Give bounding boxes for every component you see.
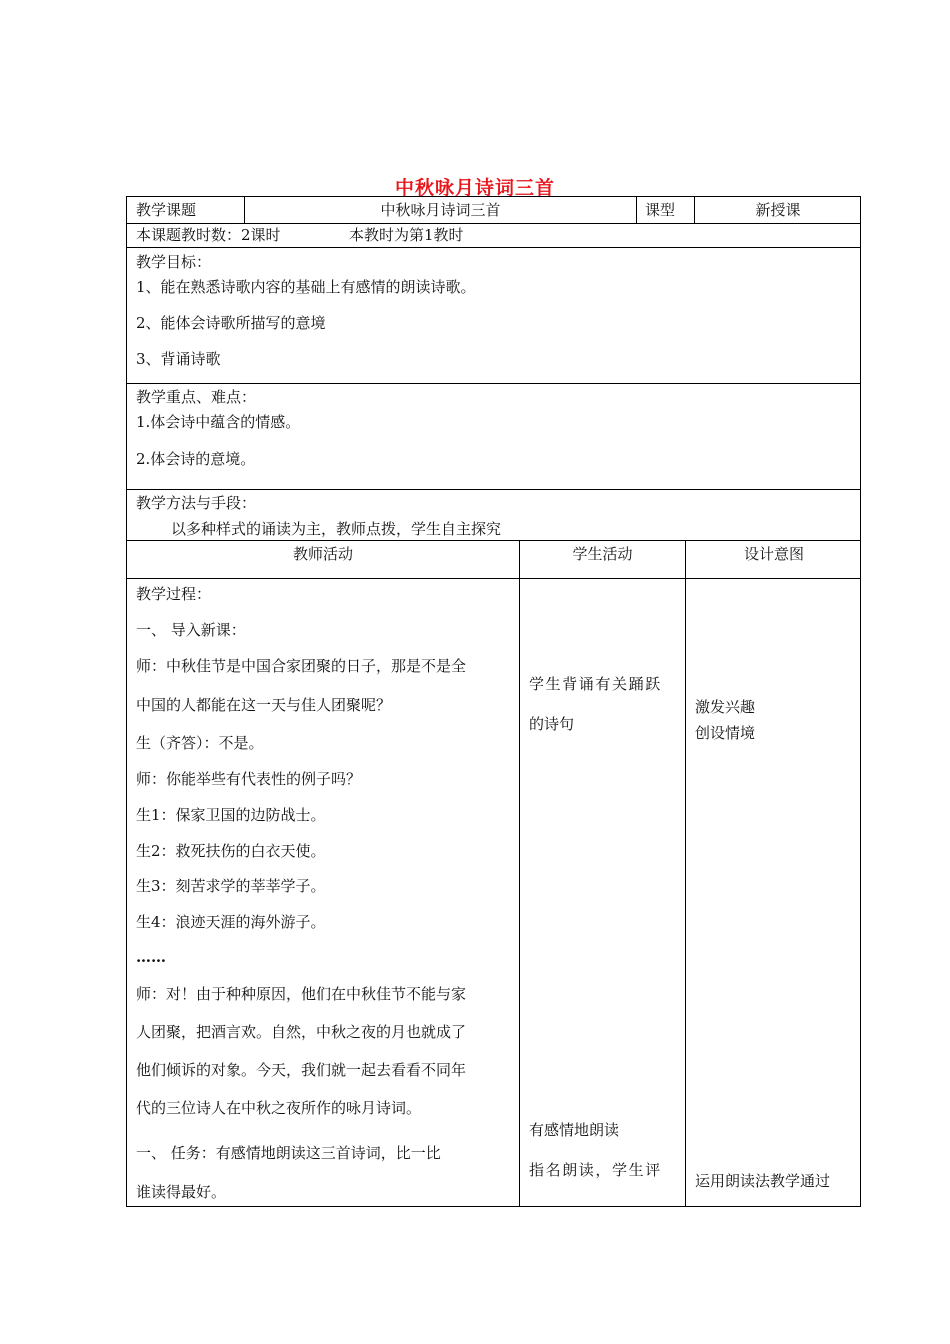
row-divider (127, 489, 860, 490)
methods-text: 以多种样式的诵读为主，教师点拨，学生自主探究 (171, 520, 502, 538)
student-activity-line: 学生背诵有关踊跃 (529, 675, 662, 693)
goal-item: 3、背诵诗歌 (136, 350, 221, 368)
methods-heading: 教学方法与手段： (136, 494, 257, 512)
goal-item: 2、能体会诗歌所描写的意境 (136, 314, 326, 332)
process-line: 生3：刻苦求学的莘莘学子。 (136, 877, 326, 895)
subject-label: 教学课题 (136, 201, 197, 219)
lesson-type-label: 课型 (645, 201, 676, 219)
student-activity-line: 有感情地朗读 (529, 1121, 620, 1139)
process-line: 一、 任务：有感情地朗读这三首诗词，比一比 (136, 1144, 441, 1162)
design-intent-line: 创设情境 (695, 724, 756, 742)
process-line: 人团聚，把酒言欢。自然，中秋之夜的月也就成了 (136, 1023, 467, 1041)
design-intent-header: 设计意图 (743, 545, 804, 563)
row-divider (127, 247, 860, 248)
row-divider (127, 540, 860, 541)
col-divider (519, 540, 520, 1207)
student-activity-line: 指名朗读，学生评 (529, 1161, 662, 1179)
process-line: 师：中秋佳节是中国合家团聚的日子，那是不是全 (136, 657, 467, 675)
goal-item: 1、能在熟悉诗歌内容的基础上有感情的朗读诗歌。 (136, 278, 476, 296)
process-line: 中国的人都能在这一天与佳人团聚呢？ (136, 696, 392, 714)
col-divider (636, 197, 637, 223)
teacher-activity-header: 教师活动 (292, 545, 353, 563)
process-line: 师：你能举些有代表性的例子吗？ (136, 770, 362, 788)
row-divider (127, 223, 860, 224)
process-line: 谁读得最好。 (136, 1183, 227, 1201)
process-line: 他们倾诉的对象。今天，我们就一起去看看不同年 (136, 1061, 467, 1079)
process-line: 代的三位诗人在中秋之夜所作的咏月诗词。 (136, 1099, 422, 1117)
process-line: 一、 导入新课： (136, 621, 246, 639)
current-hour: 本教时为第1教时 (349, 226, 464, 244)
row-divider (127, 578, 860, 579)
process-line: …… (136, 948, 166, 966)
goals-heading: 教学目标： (136, 253, 212, 271)
process-line: 师：对！由于种种原因，他们在中秋佳节不能与家 (136, 985, 467, 1003)
process-line: 生1：保家卫国的边防战士。 (136, 806, 326, 824)
key-point-item: 1.体会诗中蕴含的情感。 (136, 413, 301, 431)
total-hours: 本课题教时数：2课时 (136, 226, 281, 244)
process-line: 生2：救死扶伤的白衣天使。 (136, 842, 326, 860)
design-intent-line: 运用朗读法教学通过 (695, 1172, 831, 1190)
student-activity-line: 的诗句 (529, 715, 575, 733)
col-divider (685, 540, 686, 1207)
process-line: 生（齐答）：不是。 (136, 734, 264, 752)
subject-value: 中秋咏月诗词三首 (380, 201, 501, 219)
lesson-type-value: 新授课 (755, 201, 801, 219)
process-line: 教学过程： (136, 585, 212, 603)
student-activity-header: 学生活动 (572, 545, 633, 563)
lesson-plan-table (126, 196, 861, 1207)
row-divider (127, 383, 860, 384)
process-line: 生4：浪迹天涯的海外游子。 (136, 913, 326, 931)
key-point-item: 2.体会诗的意境。 (136, 450, 256, 468)
key-points-heading: 教学重点、难点： (136, 388, 257, 406)
document-title: 中秋咏月诗词三首 (394, 177, 555, 199)
design-intent-line: 激发兴趣 (695, 698, 756, 716)
